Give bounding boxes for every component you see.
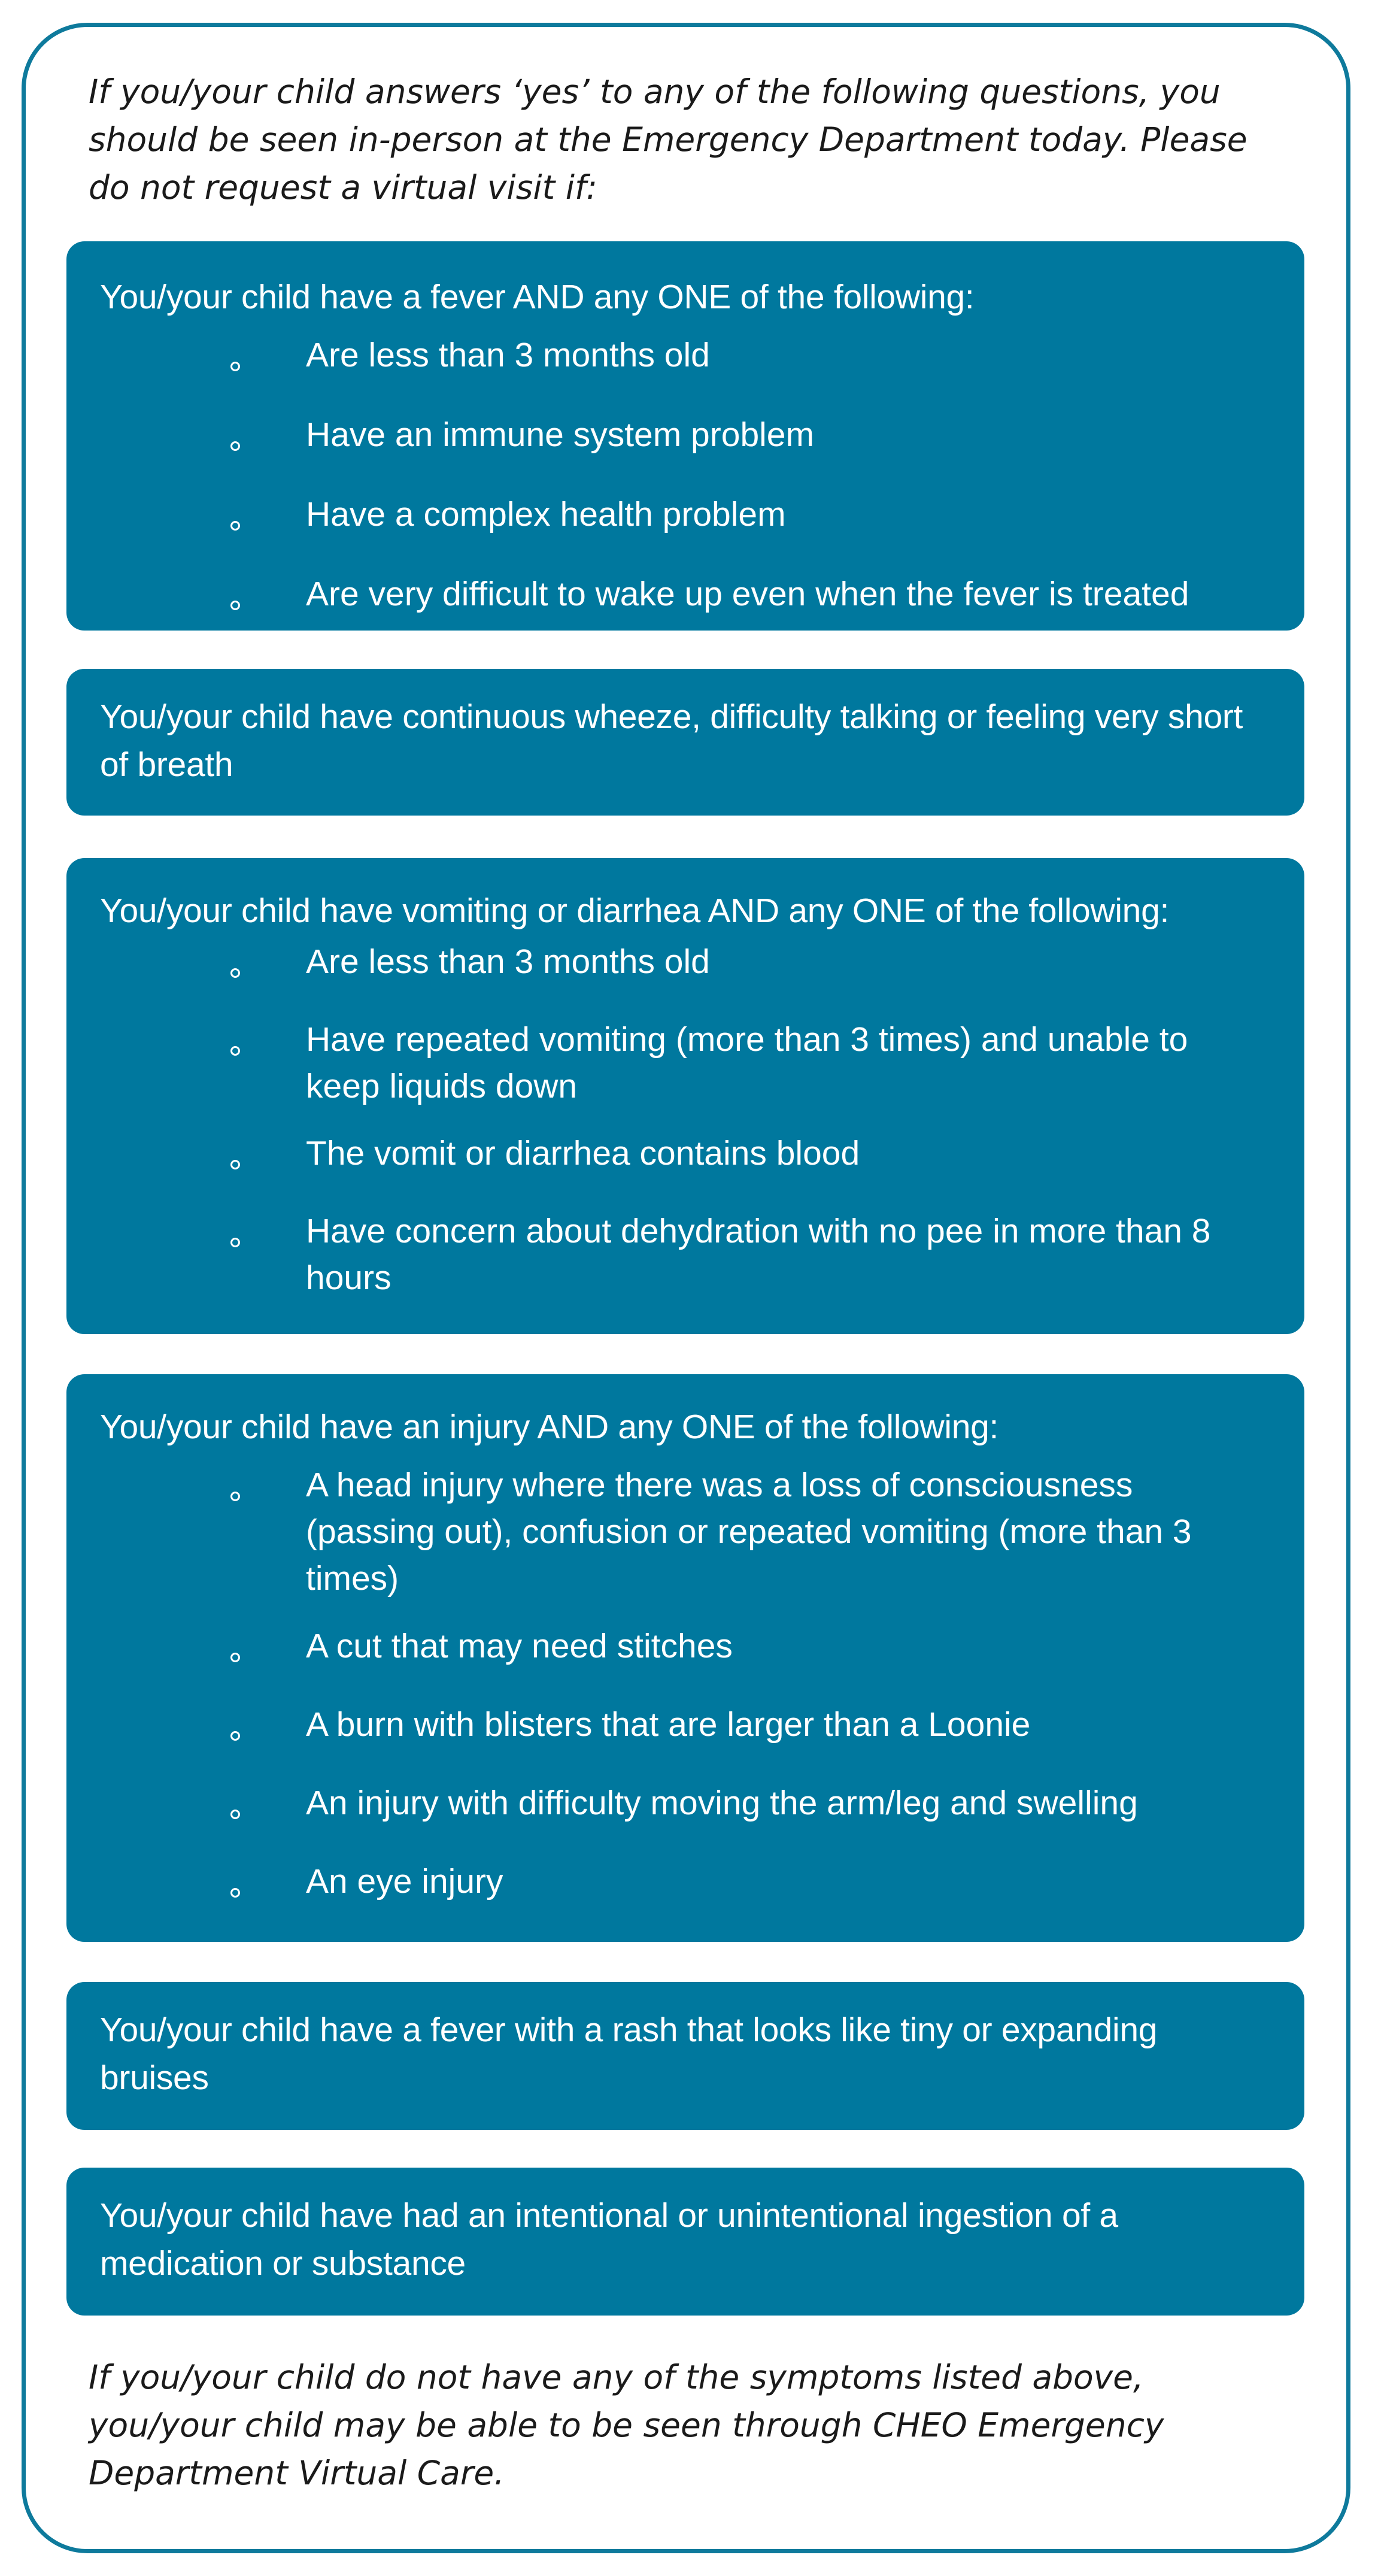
bullet-icon <box>230 1858 247 1916</box>
card-title: You/your child have a fever with a rash that looks like tiny or expanding bruises <box>100 2011 1158 2097</box>
bullet-icon <box>230 571 247 628</box>
card-fever <box>66 241 1304 631</box>
list-item: The vomit or diarrhea contains blood <box>100 1130 1268 1187</box>
card-title: You/your child have continuous wheeze, difficulty talking or feeling very short of breath <box>100 698 1243 784</box>
bullet-icon <box>230 1016 247 1074</box>
bullet-icon <box>230 1208 247 1265</box>
list-item: An injury causing chest or stomach pain <box>100 1936 1268 1994</box>
card-title: You/your child have a fever AND any ONE of the following: <box>100 278 975 316</box>
list-item: Are less than 3 months old <box>100 938 1268 996</box>
list-item: A burn with blisters that are larger than a Loonie <box>100 1701 1268 1759</box>
card-list <box>100 938 1268 1301</box>
list-item: An injury with difficulty moving the arm/leg and swelling <box>100 1780 1268 1837</box>
card-list <box>100 1462 1268 1994</box>
intro-text: If you/your child answers ‘yes’ to any of the following questions, you should be seen in-person at the Emergency Department today. Please do not request a virtual visit if: <box>89 72 1248 207</box>
card-injury <box>66 1374 1304 1979</box>
list-item: Are very difficult to wake up even when the fever is treated <box>100 571 1268 628</box>
card-list <box>100 332 1268 628</box>
bullet-icon <box>230 1701 247 1759</box>
card-ingestion <box>66 2168 1304 2316</box>
bullet-icon <box>230 491 247 548</box>
bullet-icon <box>230 411 247 469</box>
list-item: An eye injury <box>100 1858 1268 1916</box>
card-title: You/your child have an injury AND any ONE of the following: <box>100 1408 999 1446</box>
outro-text: If you/your child do not have any of the symptoms listed above, you/your child may be able to be seen through CHEO Emergency Department Virtual Care. <box>89 2358 1164 2492</box>
list-item: Are less than 3 months old <box>100 332 1268 389</box>
bullet-icon <box>230 1130 247 1187</box>
bullet-icon <box>230 332 247 389</box>
bullet-icon <box>230 1780 247 1837</box>
card-title: You/your child have had an intentional or unintentional ingestion of a medication or substance <box>100 2196 1118 2283</box>
list-item: A cut that may need stitches <box>100 1623 1268 1680</box>
card-rash <box>66 1982 1304 2130</box>
card-vomiting <box>66 858 1304 1334</box>
list-item: Have concern about dehydration with no pee in more than 8 hours <box>100 1208 1268 1301</box>
card-breathing <box>66 669 1304 816</box>
bullet-icon <box>230 1623 247 1680</box>
list-item: Have an immune system problem <box>100 411 1268 469</box>
list-item: A head injury where there was a loss of consciousness (passing out), confusion or repeated vomiting (more than 3 times) <box>100 1462 1268 1602</box>
bullet-icon <box>230 938 247 996</box>
list-item: Have a complex health problem <box>100 491 1268 548</box>
bullet-icon <box>230 1462 247 1519</box>
card-title: You/your child have vomiting or diarrhea AND any ONE of the following: <box>100 892 1170 930</box>
list-item: Have repeated vomiting (more than 3 times) and unable to keep liquids down <box>100 1016 1268 1110</box>
